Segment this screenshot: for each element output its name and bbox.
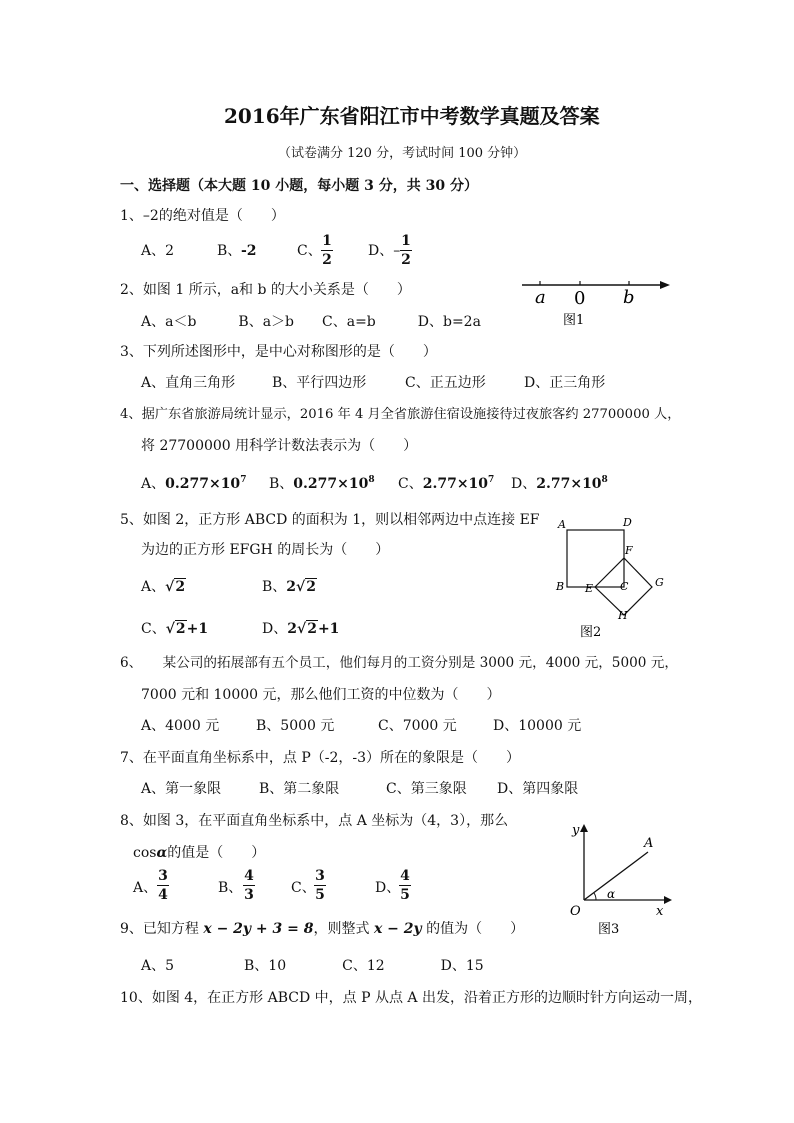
q3-option-c: C、正五边形 <box>405 375 486 391</box>
q8-stem-line1: 8、如图 3，在平面直角坐标系中，点 A 坐标为（4，3），那么 <box>120 813 509 829</box>
option-prefix: D、 <box>262 621 288 637</box>
option-value: 0.277×10 <box>165 476 241 492</box>
exam-subtitle: （试卷满分 120 分，考试时间 100 分钟） <box>278 146 527 161</box>
option-exponent: 7 <box>488 475 495 485</box>
option-prefix: C、 <box>398 476 423 492</box>
vertex-A: A <box>558 518 566 531</box>
vertex-E: E <box>585 582 594 595</box>
q8-option-b-fraction <box>242 868 256 903</box>
option-prefix: A、 <box>141 476 166 492</box>
axis-label-x: x <box>656 904 664 919</box>
radical-sign: √ <box>165 579 175 595</box>
q8-stem-line2 <box>133 844 265 862</box>
q1-option-d-prefix: D、– <box>368 243 401 259</box>
q6-option-c: C、7000 元 <box>378 718 457 734</box>
q8-option-c-prefix: C、 <box>291 880 316 896</box>
figure-1-number-line <box>518 272 678 327</box>
q9-stem <box>120 920 524 938</box>
fraction-bar <box>399 885 411 886</box>
q8-option-c-fraction <box>313 868 327 903</box>
q7-option-d: D、第四象限 <box>497 781 579 797</box>
q7-option-b: B、第二象限 <box>259 781 340 797</box>
figure-2-squares <box>552 512 672 642</box>
fraction-denominator: 2 <box>322 252 332 268</box>
q6-option-b: B、5000 元 <box>256 718 335 734</box>
q5-option-b <box>262 578 317 596</box>
radical-sign: √ <box>296 579 306 595</box>
q2-options: A、a＜b B、a＞b C、a=b D、b=2a <box>141 314 481 330</box>
fraction-numerator: 1 <box>401 233 411 249</box>
q5-stem-line2: 为边的正方形 EFGH 的周长为（ ） <box>141 542 390 558</box>
q5-option-a <box>141 578 186 596</box>
option-exponent: 8 <box>601 475 608 485</box>
fraction-numerator: 3 <box>315 868 325 884</box>
label-b: b <box>623 287 635 308</box>
q1-option-b-prefix: B、 <box>217 243 242 259</box>
q6-option-a: A、4000 元 <box>141 718 220 734</box>
fraction-bar <box>400 250 412 251</box>
q6-stem-line2: 7000 元和 10000 元，那么他们工资的中位数为（ ） <box>141 687 501 703</box>
fraction-denominator: 4 <box>158 887 168 903</box>
q4-stem-line1: 4、据广东省旅游局统计显示，2016 年 4 月全省旅游住宿设施接待过夜旅客约 27700000 人， <box>120 407 681 422</box>
fraction-denominator: 3 <box>244 887 254 903</box>
q4-option-c <box>398 475 494 495</box>
angle-alpha-label: α <box>607 887 616 901</box>
q5-stem-line1: 5、如图 2，正方形 ABCD 的面积为 1，则以相邻两边中点连接 EF <box>120 512 540 528</box>
fraction-bar <box>157 885 169 886</box>
radicand: 2 <box>175 579 186 595</box>
q3-option-b: B、平行四边形 <box>272 375 367 391</box>
q8-option-a-fraction <box>156 868 170 903</box>
page-title: 2016年广东省阳江市中考数学真题及答案 <box>224 104 600 128</box>
vertex-G: G <box>655 576 664 589</box>
radicand: 2 <box>307 621 317 637</box>
radical-sign: √ <box>296 621 307 637</box>
q3-option-a: A、直角三角形 <box>141 375 236 391</box>
label-zero: 0 <box>574 288 586 309</box>
q4-option-b <box>269 475 375 495</box>
option-exponent: 8 <box>368 475 375 485</box>
q7-option-c: C、第三象限 <box>386 781 467 797</box>
alpha-symbol: α <box>156 845 168 861</box>
section-heading: 一、选择题（本大题 10 小题，每小题 3 分，共 30 分） <box>120 178 478 194</box>
figure-3-caption: 图3 <box>598 922 620 936</box>
radicand: 2 <box>175 621 186 637</box>
coefficient: 2 <box>286 579 297 595</box>
q1-stem: 1、–2的绝对值是（ ） <box>120 208 285 224</box>
q4-stem-line2: 将 27700000 用科学计数法表示为（ ） <box>141 438 418 454</box>
option-exponent: 7 <box>240 475 247 485</box>
equation: x − 2y + 3 = 8 <box>203 921 314 937</box>
q1-option-d-fraction <box>399 233 413 268</box>
figure-3-coordinate-axes <box>568 816 678 936</box>
q9-options: A、5 B、10 C、12 D、15 <box>141 958 484 974</box>
q6-stem-line1: 6、 某公司的拓展部有五个员工，他们每月的工资分别是 3000 元，4000 元，5000 元， <box>120 655 678 671</box>
q8-option-b-prefix: B、 <box>218 880 243 896</box>
q10-stem: 10、如图 4，在正方形 ABCD 中，点 P 从点 A 出发，沿着正方形的边顺时针方向运动一周， <box>120 990 702 1006</box>
fraction-denominator: 2 <box>401 252 411 268</box>
q3-stem: 3、下列所述图形中，是中心对称图形的是（ ） <box>120 344 437 360</box>
label-a: a <box>535 287 546 308</box>
q5-option-d <box>262 620 339 638</box>
expression: x − 2y <box>373 921 422 937</box>
q4-option-d <box>511 475 608 495</box>
q8-option-d-fraction <box>398 868 412 903</box>
option-prefix: C、 <box>141 621 166 637</box>
coefficient: 2 <box>287 621 297 637</box>
origin-label: O <box>570 904 581 919</box>
radical-sign: √ <box>165 621 175 637</box>
q1-option-c-prefix: C、 <box>297 243 322 259</box>
stem-tail: 的值是（ ） <box>167 845 266 861</box>
figure-1-caption: 图1 <box>563 313 585 327</box>
option-value: 0.277×10 <box>293 476 369 492</box>
q4-option-a <box>141 475 246 495</box>
option-value: 2.77×10 <box>536 476 602 492</box>
radicand: 2 <box>306 579 316 595</box>
option-prefix: A、 <box>141 579 166 595</box>
q7-option-a: A、第一象限 <box>141 781 222 797</box>
q1-option-b-value: -2 <box>241 243 257 259</box>
vertex-B: B <box>556 580 565 593</box>
tail: +1 <box>186 621 209 637</box>
stem-prefix: 9、已知方程 <box>120 921 204 937</box>
fraction-numerator: 3 <box>158 868 168 884</box>
q8-option-a-prefix: A、 <box>133 880 158 896</box>
option-value: 2.77×10 <box>422 476 489 492</box>
figure-2-caption: 图2 <box>580 625 602 640</box>
option-prefix: D、 <box>511 476 537 492</box>
axis-label-y: y <box>572 823 580 838</box>
stem-tail: 的值为（ ） <box>421 921 525 937</box>
fraction-denominator: 5 <box>315 887 325 903</box>
vertex-D: D <box>623 516 632 529</box>
option-prefix: B、 <box>262 579 287 595</box>
fraction-bar <box>314 885 326 886</box>
tail: +1 <box>317 621 340 637</box>
vertex-H: H <box>618 609 628 622</box>
q8-option-d-prefix: D、 <box>375 880 401 896</box>
cos-text: cos <box>133 845 157 861</box>
fraction-numerator: 1 <box>322 233 332 249</box>
fraction-numerator: 4 <box>400 868 410 884</box>
fraction-numerator: 4 <box>244 868 254 884</box>
q3-option-d: D、正三角形 <box>524 375 606 391</box>
vertex-C: C <box>620 580 629 593</box>
point-A-label: A <box>644 836 654 851</box>
q2-stem: 2、如图 1 所示，a和 b 的大小关系是（ ） <box>120 282 411 298</box>
q7-stem: 7、在平面直角坐标系中，点 P（-2，-3）所在的象限是（ ） <box>120 750 521 766</box>
q1-option-a: A、2 <box>141 243 175 259</box>
option-prefix: B、 <box>269 476 294 492</box>
q6-option-d: D、10000 元 <box>493 718 582 734</box>
q1-option-c-fraction <box>320 233 334 268</box>
fraction-bar <box>321 250 333 251</box>
vertex-F: F <box>625 544 633 557</box>
q5-option-c <box>141 620 208 638</box>
fraction-bar <box>243 885 255 886</box>
fraction-denominator: 5 <box>400 887 410 903</box>
stem-mid: ，则整式 <box>313 921 374 937</box>
